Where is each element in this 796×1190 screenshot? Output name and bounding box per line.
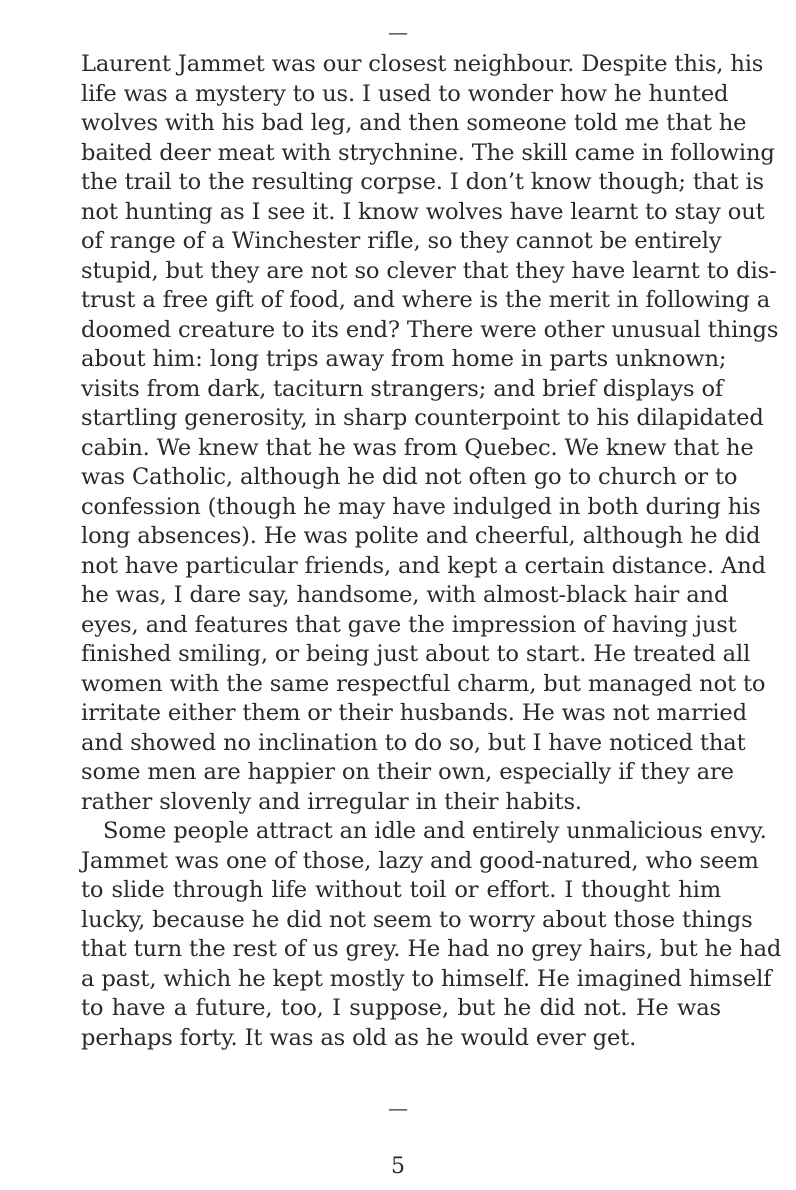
text-line: irritate either them or their husbands. He was not married <box>81 700 747 726</box>
section-separator-bottom: — <box>388 1096 408 1120</box>
text-line: not have particular friends, and kept a certain distance. And <box>81 552 766 579</box>
text-line: and showed no inclination to do so, but I have noticed that <box>81 729 746 756</box>
body-text <box>81 50 782 1053</box>
text-line: was Catholic, although he did not often go to church or to <box>81 464 738 490</box>
text-line: not hunting as I see it. I know wolves have learnt to stay out <box>81 198 765 225</box>
text-line: startling generosity, in sharp counterpoint to his dilapidated <box>81 405 764 431</box>
text-line: baited deer meat with strychnine. The skill came in following <box>81 139 775 166</box>
text-line: eyes, and features that gave the impression of having just <box>81 611 737 638</box>
text-line: the trail to the resulting corpse. I don’t know though; that is <box>81 169 764 195</box>
text-line: he was, I dare say, handsome, with almost-black hair and <box>81 582 729 608</box>
text-line: rather slovenly and irregular in their habits. <box>81 788 582 815</box>
text-line: perhaps forty. It was as old as he would ever get. <box>81 1024 637 1051</box>
text-line: Jammet was one of those, lazy and good-natured, who seem <box>81 847 759 874</box>
text-line: long absences). He was polite and cheerful, although he did <box>81 523 761 549</box>
text-line: to have a future, too, I suppose, but he did not. He was <box>81 995 721 1021</box>
text-line: some men are happier on their own, especially if they are <box>81 759 734 785</box>
text-line: that turn the rest of us grey. He had no grey hairs, but he had <box>81 936 782 962</box>
text-line: cabin. We knew that he was from Quebec. We knew that he <box>81 434 754 461</box>
page-number: 5 <box>391 1154 405 1179</box>
text-line: finished smiling, or being just about to start. He treated all <box>81 641 751 667</box>
text-line: stupid, but they are not so clever that they have learnt to dis- <box>81 257 777 284</box>
paragraph <box>81 817 782 1053</box>
text-line: of range of a Winchester rifle, so they cannot be entirely <box>81 228 722 254</box>
text-line: confession (though he may have indulged in both during his <box>81 493 761 520</box>
text-line: wolves with his bad leg, and then someone told me that he <box>81 110 747 136</box>
text-line: to slide through life without toil or effort. I thought him <box>81 877 721 903</box>
text-line: visits from dark, taciturn strangers; and brief displays of <box>81 375 724 402</box>
text-line: trust a free gift of food, and where is the merit in following a <box>81 287 771 313</box>
text-line: about him: long trips away from home in parts unknown; <box>81 346 727 372</box>
text-line: life was a mystery to us. I used to wonder how he hunted <box>81 80 729 107</box>
paragraph <box>81 50 779 817</box>
text-line: Some people attract an idle and entirely unmalicious envy. <box>103 818 767 844</box>
text-line: a past, which he kept mostly to himself. He imagined himself <box>81 965 772 992</box>
text-line: women with the same respectful charm, but managed not to <box>81 670 766 697</box>
section-separator-top: — <box>388 20 408 44</box>
text-line: doomed creature to its end? There were other unusual things <box>81 316 779 343</box>
text-line: Laurent Jammet was our closest neighbour. Despite this, his <box>81 51 764 77</box>
text-line: lucky, because he did not seem to worry about those things <box>81 906 753 933</box>
